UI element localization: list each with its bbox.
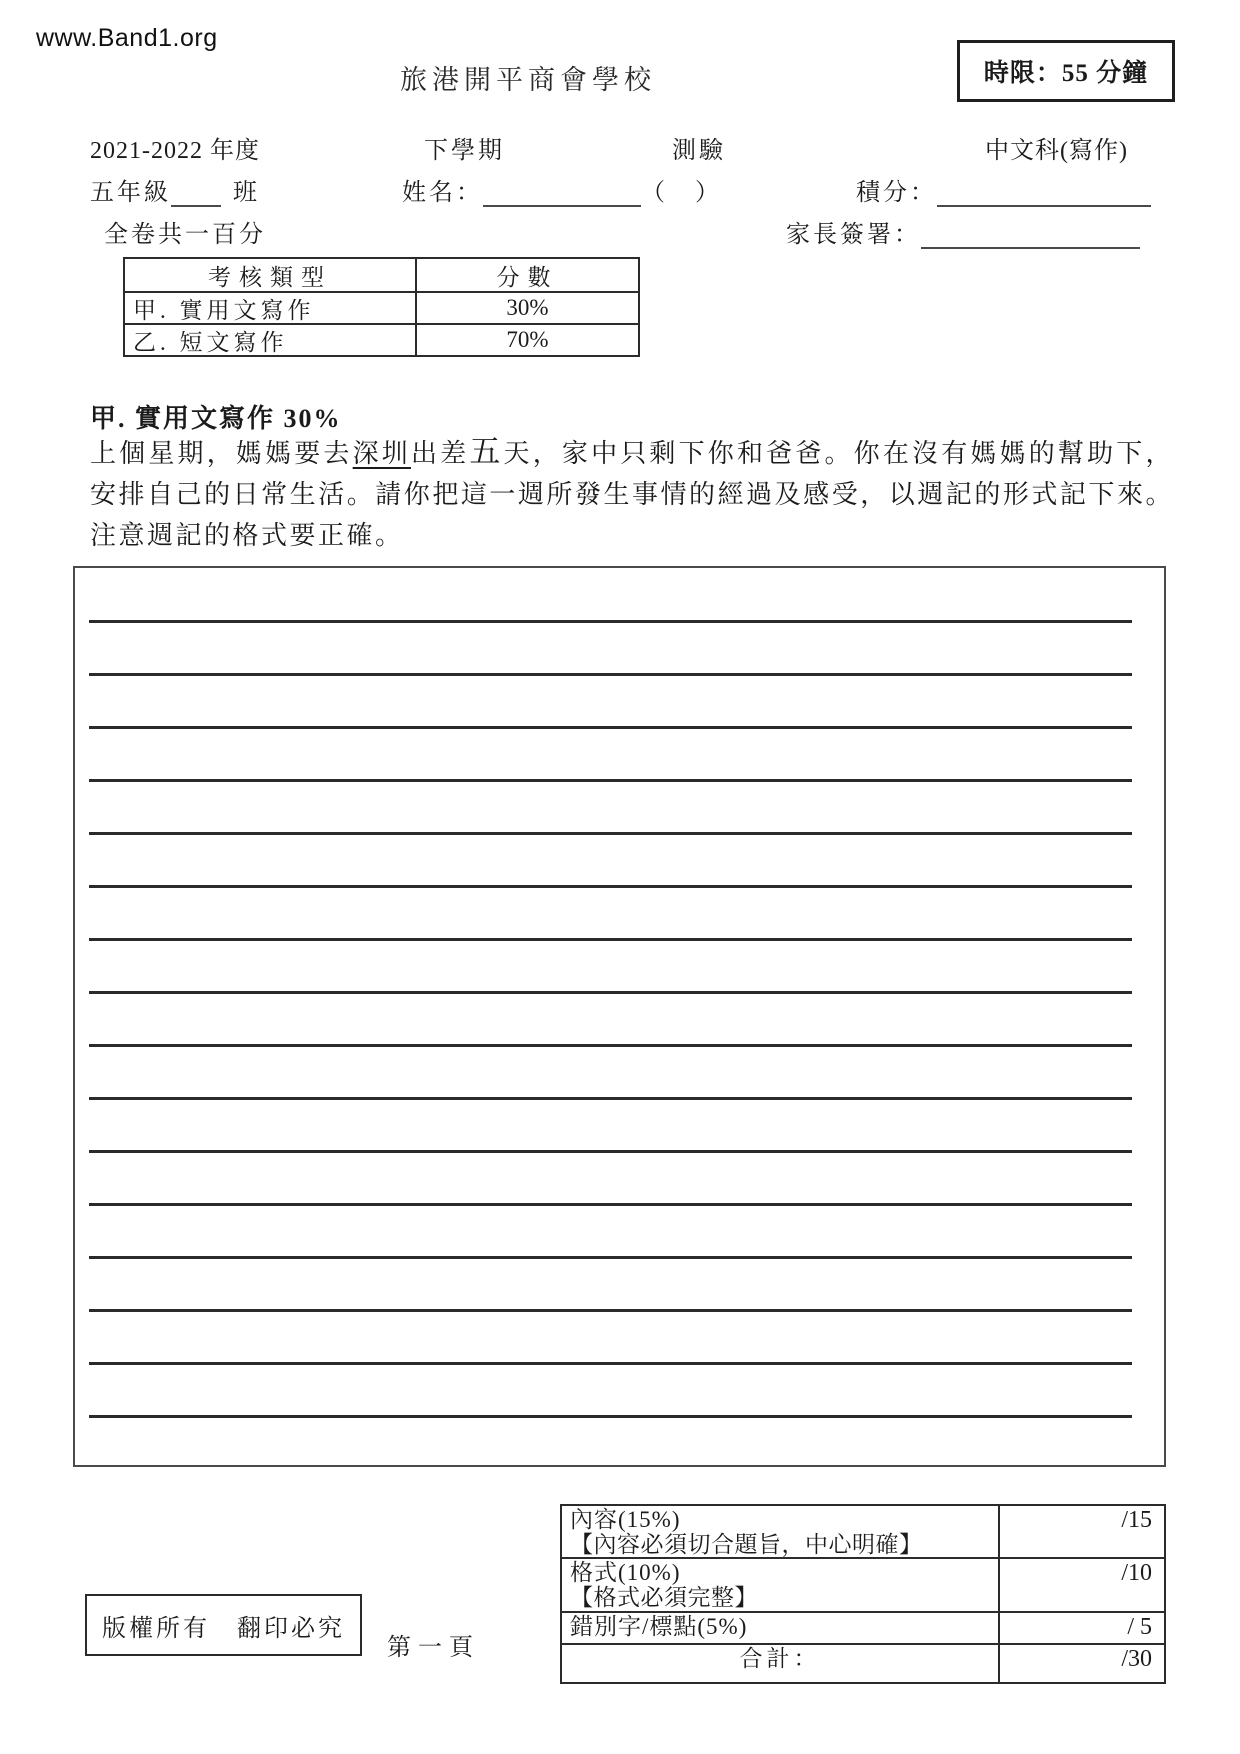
parent-signature-label: 家長簽署： xyxy=(786,222,921,248)
rubric-note: 【格式必須完整】 xyxy=(570,1585,758,1610)
score-table-header-type: 考核類型 xyxy=(125,259,417,291)
site-watermark: www.Band1.org xyxy=(36,24,218,52)
writing-line[interactable] xyxy=(89,726,1132,729)
score-field xyxy=(856,172,1151,207)
prompt-text-part1: 上個星期，媽媽要去 xyxy=(90,439,353,468)
writing-line[interactable] xyxy=(89,779,1132,782)
rubric-criteria-cell xyxy=(562,1559,1000,1611)
copyright-text: 版權所有 翻印必究 xyxy=(102,1615,345,1642)
grade-class-field xyxy=(90,172,260,207)
score-breakdown-table xyxy=(123,257,640,357)
rubric-criteria: 內容(15%) xyxy=(570,1507,681,1532)
term-label: 下學期 xyxy=(424,138,505,164)
writing-line[interactable] xyxy=(89,673,1132,676)
table-row xyxy=(562,1559,1164,1613)
table-row xyxy=(125,291,638,323)
class-blank[interactable] xyxy=(171,180,221,207)
prompt-text-part3: 天，家中只剩下你和爸爸。你在沒有媽媽的幫助下，安排自己的日常生活。請你把這一週所發生事情的經過及感受，以週記的形式記下來。注意週記的格式要正確。 xyxy=(90,439,1174,550)
section-a-heading: 甲. 實用文寫作 30% xyxy=(90,404,342,433)
rubric-max-score: / 5 xyxy=(1127,1614,1152,1640)
prompt-big-character: 五 xyxy=(469,434,504,469)
score-blank[interactable] xyxy=(937,180,1151,207)
score-row-value: 70% xyxy=(506,327,549,352)
time-limit-text: 時限：55 分鐘 xyxy=(983,60,1149,87)
rubric-max-score: /15 xyxy=(1121,1507,1152,1533)
writing-line[interactable] xyxy=(89,991,1132,994)
writing-line[interactable] xyxy=(89,1415,1132,1418)
school-name: 旅港開平商會學校 xyxy=(400,65,656,95)
table-row xyxy=(562,1506,1164,1559)
copyright-box xyxy=(85,1594,362,1656)
grade-label: 五年級 xyxy=(90,180,171,206)
name-blank[interactable] xyxy=(483,180,641,207)
score-row-value: 30% xyxy=(506,295,549,320)
page-number: 第一頁 xyxy=(387,1635,480,1661)
score-label: 積分： xyxy=(856,180,937,206)
school-year: 2021-2022 年度 xyxy=(90,138,260,164)
score-row-type: 甲. 實用文寫作 xyxy=(125,293,417,323)
score-table-header-score: 分數 xyxy=(496,264,559,290)
rubric-criteria: 錯別字/標點(5%) xyxy=(570,1614,748,1639)
writing-line[interactable] xyxy=(89,885,1132,888)
prompt-underlined-place: 深圳 xyxy=(352,439,411,468)
time-limit-box xyxy=(957,40,1175,102)
writing-line[interactable] xyxy=(89,832,1132,835)
rubric-note: 【內容必須切合題旨，中心明確】 xyxy=(570,1532,923,1557)
writing-answer-box[interactable] xyxy=(73,566,1166,1467)
name-field xyxy=(402,172,722,207)
writing-line[interactable] xyxy=(89,1256,1132,1259)
score-table-header-row xyxy=(125,259,638,291)
rubric-criteria-cell xyxy=(562,1506,1000,1557)
subject-label: 中文科(寫作) xyxy=(985,138,1128,164)
rubric-total-max: /30 xyxy=(1121,1646,1152,1672)
rubric-max-score: /10 xyxy=(1121,1560,1152,1586)
class-label: 班 xyxy=(233,180,260,206)
rubric-total-label: 合計： xyxy=(562,1645,1000,1682)
writing-line[interactable] xyxy=(89,620,1132,623)
table-row xyxy=(562,1613,1164,1645)
total-marks-note: 全卷共一百分 xyxy=(104,222,266,248)
table-row xyxy=(125,323,638,355)
grading-rubric-table xyxy=(560,1504,1166,1684)
score-row-type: 乙. 短文寫作 xyxy=(125,325,417,355)
writing-line[interactable] xyxy=(89,1150,1132,1153)
class-number-parens: （ ） xyxy=(641,180,722,206)
prompt-text-part2: 出差 xyxy=(410,439,470,468)
exam-type-label: 測驗 xyxy=(672,138,726,164)
rubric-criteria: 格式(10%) xyxy=(570,1560,681,1585)
rubric-criteria-cell xyxy=(562,1613,1000,1643)
writing-line[interactable] xyxy=(89,938,1132,941)
section-a-prompt xyxy=(90,433,1174,556)
name-label: 姓名： xyxy=(402,180,483,206)
parent-signature-blank[interactable] xyxy=(921,222,1140,249)
writing-line[interactable] xyxy=(89,1309,1132,1312)
writing-line[interactable] xyxy=(89,1362,1132,1365)
table-row xyxy=(562,1645,1164,1682)
parent-signature-field xyxy=(786,214,1140,249)
writing-line[interactable] xyxy=(89,1044,1132,1047)
writing-line[interactable] xyxy=(89,1203,1132,1206)
writing-line[interactable] xyxy=(89,1097,1132,1100)
